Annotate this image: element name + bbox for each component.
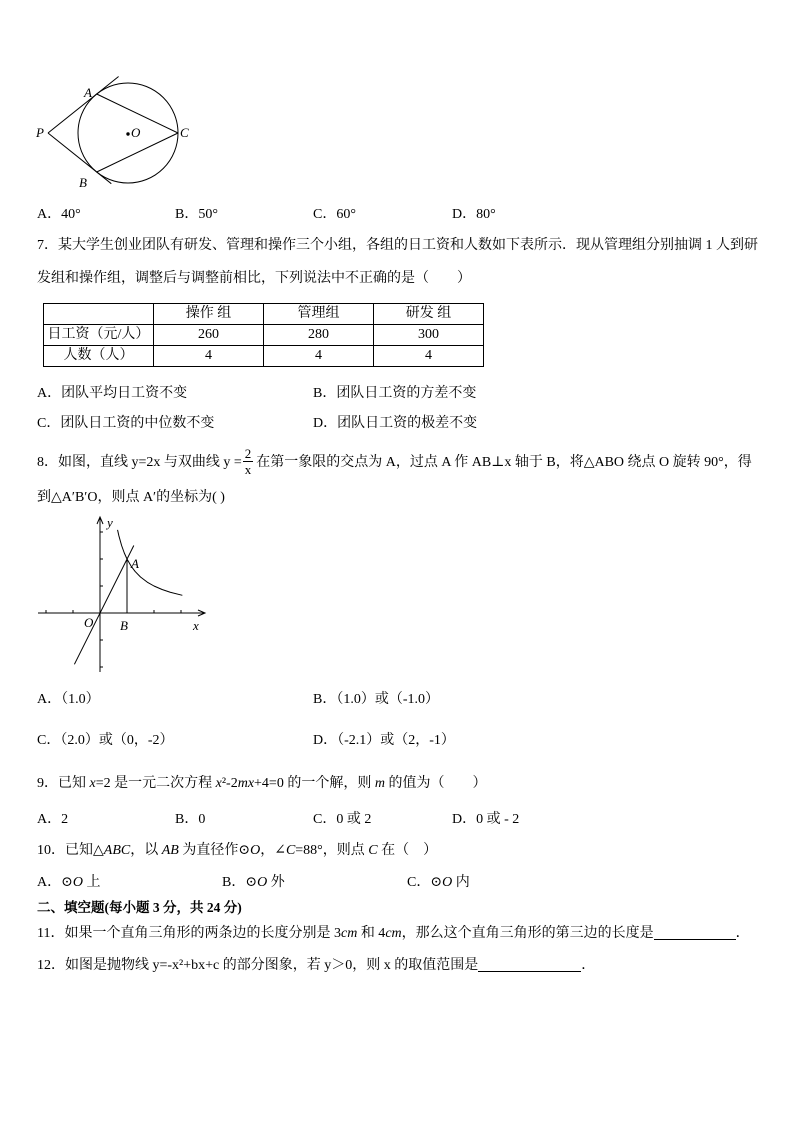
- option-suffix: 上: [82, 875, 101, 890]
- table-header-rnd: 研发 组: [374, 304, 484, 325]
- section-heading-fill-in: 二、填空题(每小题 3 分，共 24 分): [37, 900, 242, 915]
- q10-stem: [37, 841, 437, 861]
- q8-stem-after: 在第一象限的交点为 A，过点 A 作 AB⊥x 轴于 B，将△ABO 绕点 O 旋转 90°，得: [256, 455, 752, 470]
- q6-option-d: D．80°: [452, 207, 496, 222]
- q7-stem-line2: 发组和操作组，调整后与调整前相比，下列说法中不正确的是（ ）: [37, 271, 471, 286]
- label-point-a: A: [131, 556, 139, 571]
- salary-table: [43, 303, 484, 367]
- label-point-b: B: [79, 175, 87, 190]
- table-cell: 4: [374, 346, 484, 367]
- q7-stem-line1: 7．某大学生创业团队有研发、管理和操作三个小组，各组的日工资和人数如下表所示．现从管理组分别抽调 1 人到研: [37, 238, 758, 253]
- q10-option-a: [37, 873, 100, 893]
- option-suffix: 内: [452, 875, 470, 890]
- q10-stem-text: ，以: [130, 843, 162, 858]
- table-corner-cell: [44, 304, 154, 325]
- q9-option-d: D．0 或 - 2: [452, 812, 520, 827]
- q11-stem-text: 和 4: [357, 926, 386, 941]
- q9-stem-text: ²-2: [221, 776, 238, 791]
- q6-option-a: A．40°: [37, 207, 81, 222]
- option-prefix: C．⊙: [407, 875, 443, 890]
- circle-tangent-figure: [30, 70, 200, 195]
- q8-option-a: A．（1.0）: [37, 692, 100, 707]
- q11-stem-text: ，那么这个直角三角形的第三边的长度是: [401, 926, 654, 941]
- label-origin-o: O: [84, 615, 94, 630]
- q10-stem-text: 10．已知△: [37, 843, 104, 858]
- q9-stem-text: =2 是一元二次方程: [95, 776, 216, 791]
- fraction-denominator: x: [244, 461, 252, 477]
- table-header-management: 管理组: [264, 304, 374, 325]
- q9-stem-text: 9．已知: [37, 776, 90, 791]
- q7-option-b: B．团队日工资的方差不变: [313, 386, 477, 401]
- option-var: O: [72, 875, 83, 890]
- q10-stem-text: ，∠: [260, 843, 286, 858]
- option-var: O: [257, 875, 268, 890]
- line-y-equals-2x: [74, 546, 133, 665]
- q10-option-b: [222, 873, 285, 893]
- q10-stem-text: 为直径作⊙: [178, 843, 251, 858]
- table-row-label: 日工资（元/人）: [44, 325, 154, 346]
- fraction-numerator: 2: [244, 445, 252, 461]
- option-prefix: A．⊙: [37, 875, 73, 890]
- answer-blank: [478, 957, 581, 972]
- table-header-operation: 操作 组: [154, 304, 264, 325]
- table-cell: 4: [154, 346, 264, 367]
- answer-blank: [654, 925, 736, 940]
- q9-stem-text: +4=0 的一个解，则: [254, 776, 375, 791]
- table-header-row: [44, 304, 484, 325]
- table-cell: 4: [264, 346, 374, 367]
- q9-var: x: [89, 776, 96, 791]
- q8-option-d: D．（-2.1）或（2，-1）: [313, 733, 455, 748]
- table-row-label: 人数（人）: [44, 346, 154, 367]
- q9-stem: [37, 774, 486, 794]
- q8-option-c: C．（2.0）或（0，-2）: [37, 733, 174, 748]
- q10-var: O: [250, 843, 261, 858]
- q10-var: ABC: [103, 843, 131, 858]
- label-x-axis: x: [193, 618, 199, 633]
- center-point-o: [126, 132, 129, 135]
- q8-option-b: B．（1.0）或（-1.0）: [313, 692, 439, 707]
- q10-var: C: [368, 843, 378, 858]
- q9-stem-text: 的值为（ ）: [384, 776, 487, 791]
- q9-option-a: A．2: [37, 812, 69, 827]
- q7-option-c: C．团队日工资的中位数不变: [37, 416, 215, 431]
- q11-unit: cm: [340, 926, 358, 941]
- label-point-p: P: [36, 125, 44, 140]
- label-point-c: C: [180, 125, 189, 140]
- q11-unit: cm: [385, 926, 402, 941]
- q11-end-mark: ．: [735, 926, 750, 941]
- label-center-o: O: [131, 125, 141, 140]
- label-point-b: B: [120, 618, 128, 633]
- q9-option-b: B．0: [175, 812, 206, 827]
- label-point-a: A: [84, 85, 92, 100]
- q7-option-a: A．团队平均日工资不变: [37, 386, 188, 401]
- q8-stem-line1: [37, 444, 752, 478]
- q9-option-c: C．0 或 2: [313, 812, 372, 827]
- q11-stem-text: 11．如果一个直角三角形的两条边的长度分别是 3: [37, 926, 341, 941]
- q9-var: m: [374, 776, 385, 791]
- q12-stem: [37, 956, 595, 976]
- table-cell: 280: [264, 325, 374, 346]
- q7-option-d: D．团队日工资的极差不变: [313, 416, 478, 431]
- q8-stem-line2: 到△A′B′O，则点 A′的坐标为( ): [37, 490, 225, 505]
- line-hyperbola-graph: [30, 510, 210, 680]
- q12-end-mark: ．: [581, 958, 596, 973]
- option-suffix: 外: [267, 875, 285, 890]
- q12-stem-text: 12．如图是抛物线 y=-x²+bx+c 的部分图象，若 y＞0，则 x 的取值范围是: [37, 958, 479, 973]
- q11-stem: [37, 924, 750, 944]
- option-prefix: B．⊙: [222, 875, 258, 890]
- table-row-headcount: [44, 346, 484, 367]
- q10-var: C: [285, 843, 296, 858]
- label-y-axis: y: [107, 515, 113, 530]
- q10-stem-text: 在（ ）: [377, 843, 438, 858]
- fraction-2-over-x: [243, 446, 254, 477]
- q6-option-c: C．60°: [313, 207, 356, 222]
- q10-var: AB: [161, 843, 179, 858]
- q6-option-b: B．50°: [175, 207, 218, 222]
- q9-var: x: [215, 776, 222, 791]
- table-cell: 260: [154, 325, 264, 346]
- table-row-wage: [44, 325, 484, 346]
- q8-stem-before: 8．如图，直线 y=2x 与双曲线 y =: [37, 455, 242, 470]
- q10-option-c: [407, 873, 470, 893]
- q9-var: mx: [237, 776, 255, 791]
- option-var: O: [442, 875, 453, 890]
- q10-stem-text: =88°，则点: [295, 843, 369, 858]
- table-cell: 300: [374, 325, 484, 346]
